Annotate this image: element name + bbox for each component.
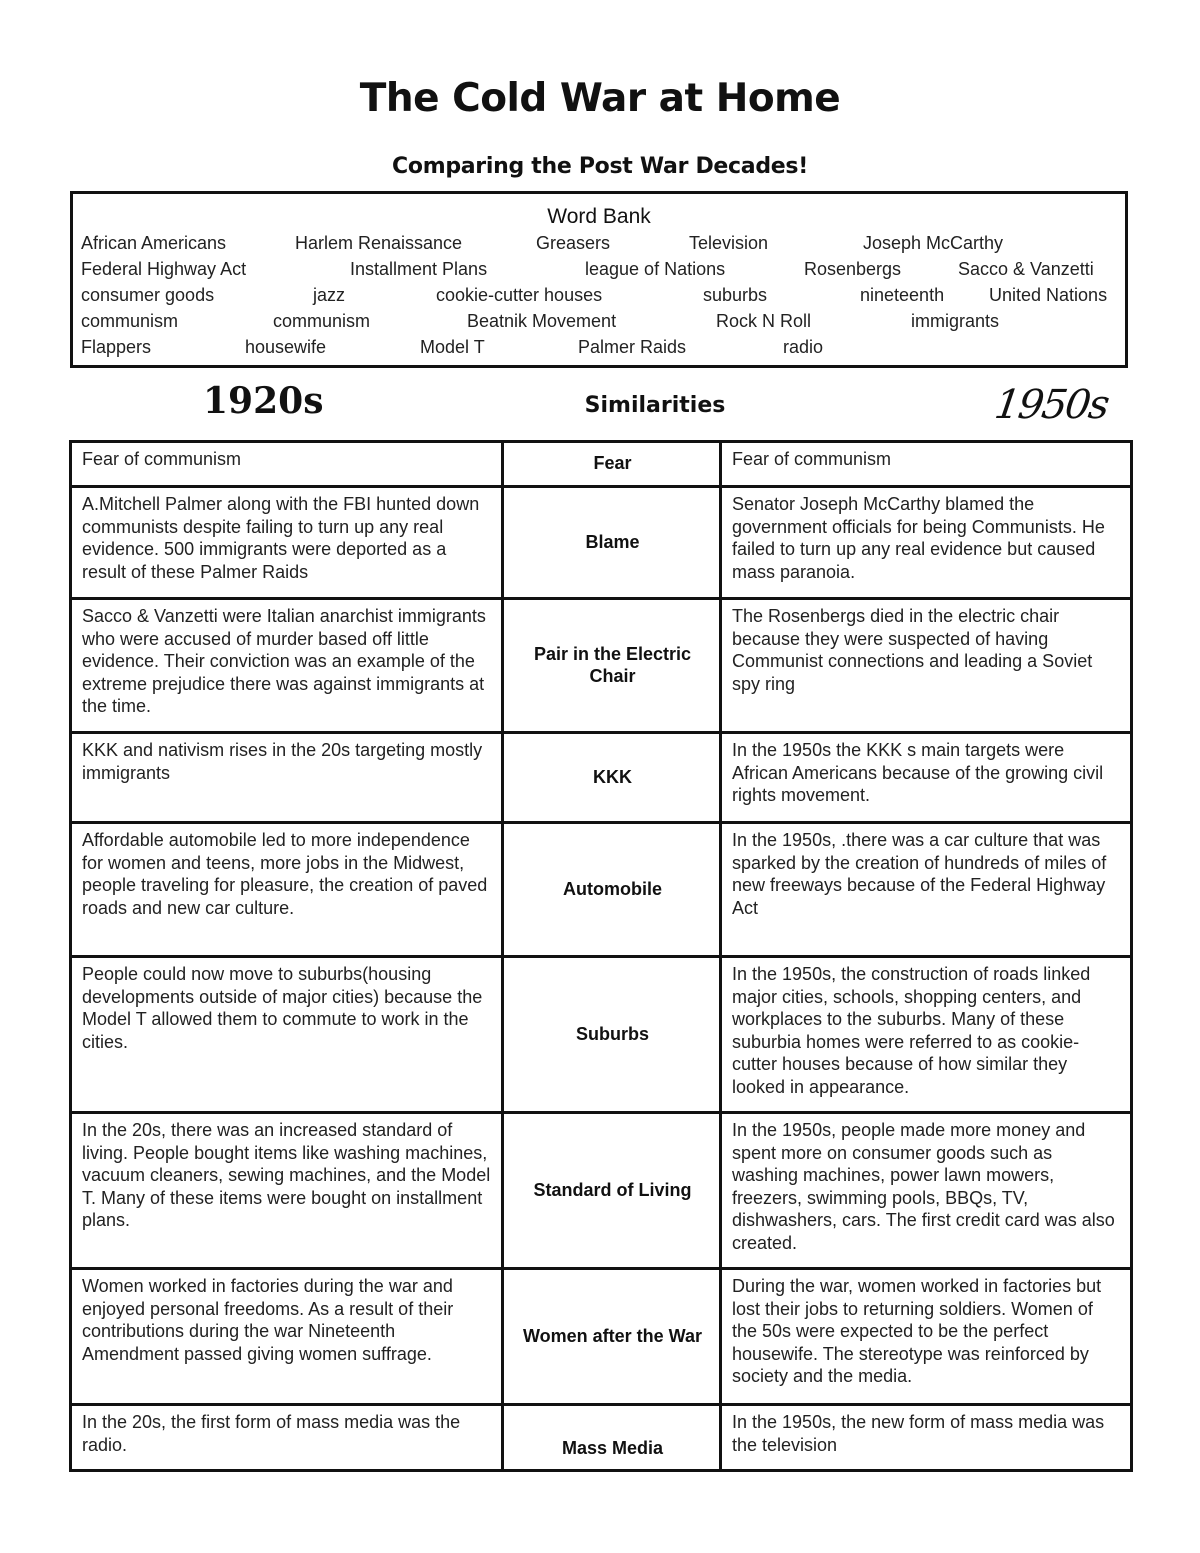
cell-1950s: In the 1950s, people made more money and spent more on consumer goods such as washing machines, power lawn mowers, freezers, swimming pools, BBQs, TV, dishwashers, cars. The first credit card was also created. [721, 1113, 1132, 1269]
cell-1920s: Fear of communism [71, 442, 503, 487]
cell-1950s: Fear of communism [721, 442, 1132, 487]
word-bank-item: cookie-cutter houses [436, 285, 603, 305]
word-bank-item: Rosenbergs [804, 259, 902, 279]
cell-similarity: Mass Media [503, 1405, 721, 1471]
word-bank [70, 191, 1128, 368]
cell-1920s: In the 20s, the first form of mass media was the radio. [71, 1405, 503, 1471]
column-heading-similarities: Similarities [584, 393, 726, 418]
cell-1950s: Senator Joseph McCarthy blamed the government officials for being Communists. He failed to turn up any real evidence but caused mass paranoia. [721, 487, 1132, 599]
cell-similarity: Women after the War [503, 1269, 721, 1405]
cell-1920s: Sacco & Vanzetti were Italian anarchist immigrants who were accused of murder based off little evidence. Their conviction was an example of the extreme prejudice there was against immigrants at the time. [71, 599, 503, 733]
cell-1950s: In the 1950s, the new form of mass media was the television [721, 1405, 1132, 1471]
page-title: The Cold War at Home [359, 76, 841, 121]
word-bank-item: suburbs [703, 285, 768, 305]
table-row [71, 599, 1132, 733]
word-bank-item: Television [689, 233, 769, 253]
word-bank-title: Word Bank [547, 205, 651, 228]
word-bank-item: Beatnik Movement [467, 311, 617, 331]
word-bank-item: radio [783, 337, 824, 357]
table-row [71, 1405, 1132, 1471]
cell-similarity: Automobile [503, 823, 721, 957]
table-row [71, 1269, 1132, 1405]
word-bank-item: immigrants [911, 311, 1000, 331]
cell-1920s: A.Mitchell Palmer along with the FBI hunted down communists despite failing to turn up any real evidence. 500 immigrants were deported as a result of these Palmer Raids [71, 487, 503, 599]
cell-similarity: KKK [503, 733, 721, 823]
cell-1950s: In the 1950s, .there was a car culture that was sparked by the creation of hundreds of miles of new freeways because of the Federal Highway Act [721, 823, 1132, 957]
cell-similarity: Pair in the Electric Chair [503, 599, 721, 733]
word-bank-item: Installment Plans [350, 259, 488, 279]
word-bank-item: African Americans [81, 233, 227, 253]
cell-similarity: Fear [503, 442, 721, 487]
word-bank-item: Harlem Renaissance [295, 233, 463, 253]
cell-1950s: In the 1950s the KKK s main targets were African Americans because of the growing civil rights movement. [721, 733, 1132, 823]
table-row [71, 1113, 1132, 1269]
comparison-table [69, 440, 1133, 1472]
column-heading-1920s: 1920s [203, 380, 324, 422]
cell-1920s: In the 20s, there was an increased standard of living. People bought items like washing machines, vacuum cleaners, sewing machines, and the Model T. Many of these items were bought on installment plans. [71, 1113, 503, 1269]
cell-1950s: During the war, women worked in factories but lost their jobs to returning soldiers. Women of the 50s were expected to be the perfect housewife. The stereotype was reinforced by society and the media. [721, 1269, 1132, 1405]
table-row [71, 823, 1132, 957]
word-bank-item: communism [81, 311, 179, 331]
word-bank-item: Palmer Raids [578, 337, 687, 357]
cell-1920s: People could now move to suburbs(housing developments outside of major cities) because the Model T allowed them to commute to work in the cities. [71, 957, 503, 1113]
table-row [71, 487, 1132, 599]
cell-1920s: KKK and nativism rises in the 20s targeting mostly immigrants [71, 733, 503, 823]
word-bank-item: communism [273, 311, 371, 331]
column-heading-1950s: 1950s [991, 382, 1111, 428]
cell-1950s: In the 1950s, the construction of roads linked major cities, schools, shopping centers, and workplaces to the suburbs. Many of these suburbia homes were referred to as cookie-cutter houses because of how similar they looked in appearance. [721, 957, 1132, 1113]
word-bank-item: Model T [420, 337, 485, 357]
cell-1920s: Women worked in factories during the war and enjoyed personal freedoms. As a result of their contributions during the war Nineteenth Amendment passed giving women suffrage. [71, 1269, 503, 1405]
word-bank-item: housewife [245, 337, 327, 357]
cell-1950s: The Rosenbergs died in the electric chair because they were suspected of having Communist connections and leading a Soviet spy ring [721, 599, 1132, 733]
word-bank-item: Joseph McCarthy [863, 233, 1004, 253]
word-bank-item: league of Nations [585, 259, 726, 279]
page-subtitle: Comparing the Post War Decades! [392, 154, 808, 179]
word-bank-item: United Nations [989, 285, 1108, 305]
cell-similarity: Suburbs [503, 957, 721, 1113]
word-bank-item: Greasers [536, 233, 611, 253]
word-bank-item: Sacco & Vanzetti [958, 259, 1094, 279]
word-bank-item: Federal Highway Act [81, 259, 247, 279]
word-bank-item: Rock N Roll [716, 311, 812, 331]
word-bank-item: nineteenth [860, 285, 945, 305]
cell-similarity: Blame [503, 487, 721, 599]
table-row [71, 733, 1132, 823]
cell-similarity: Standard of Living [503, 1113, 721, 1269]
word-bank-item: consumer goods [81, 285, 215, 305]
table-row [71, 957, 1132, 1113]
cell-1920s: Affordable automobile led to more independence for women and teens, more jobs in the Midwest, people traveling for pleasure, the creation of paved roads and new car culture. [71, 823, 503, 957]
word-bank-item: jazz [313, 285, 346, 305]
word-bank-item: Flappers [81, 337, 152, 357]
table-row [71, 442, 1132, 487]
